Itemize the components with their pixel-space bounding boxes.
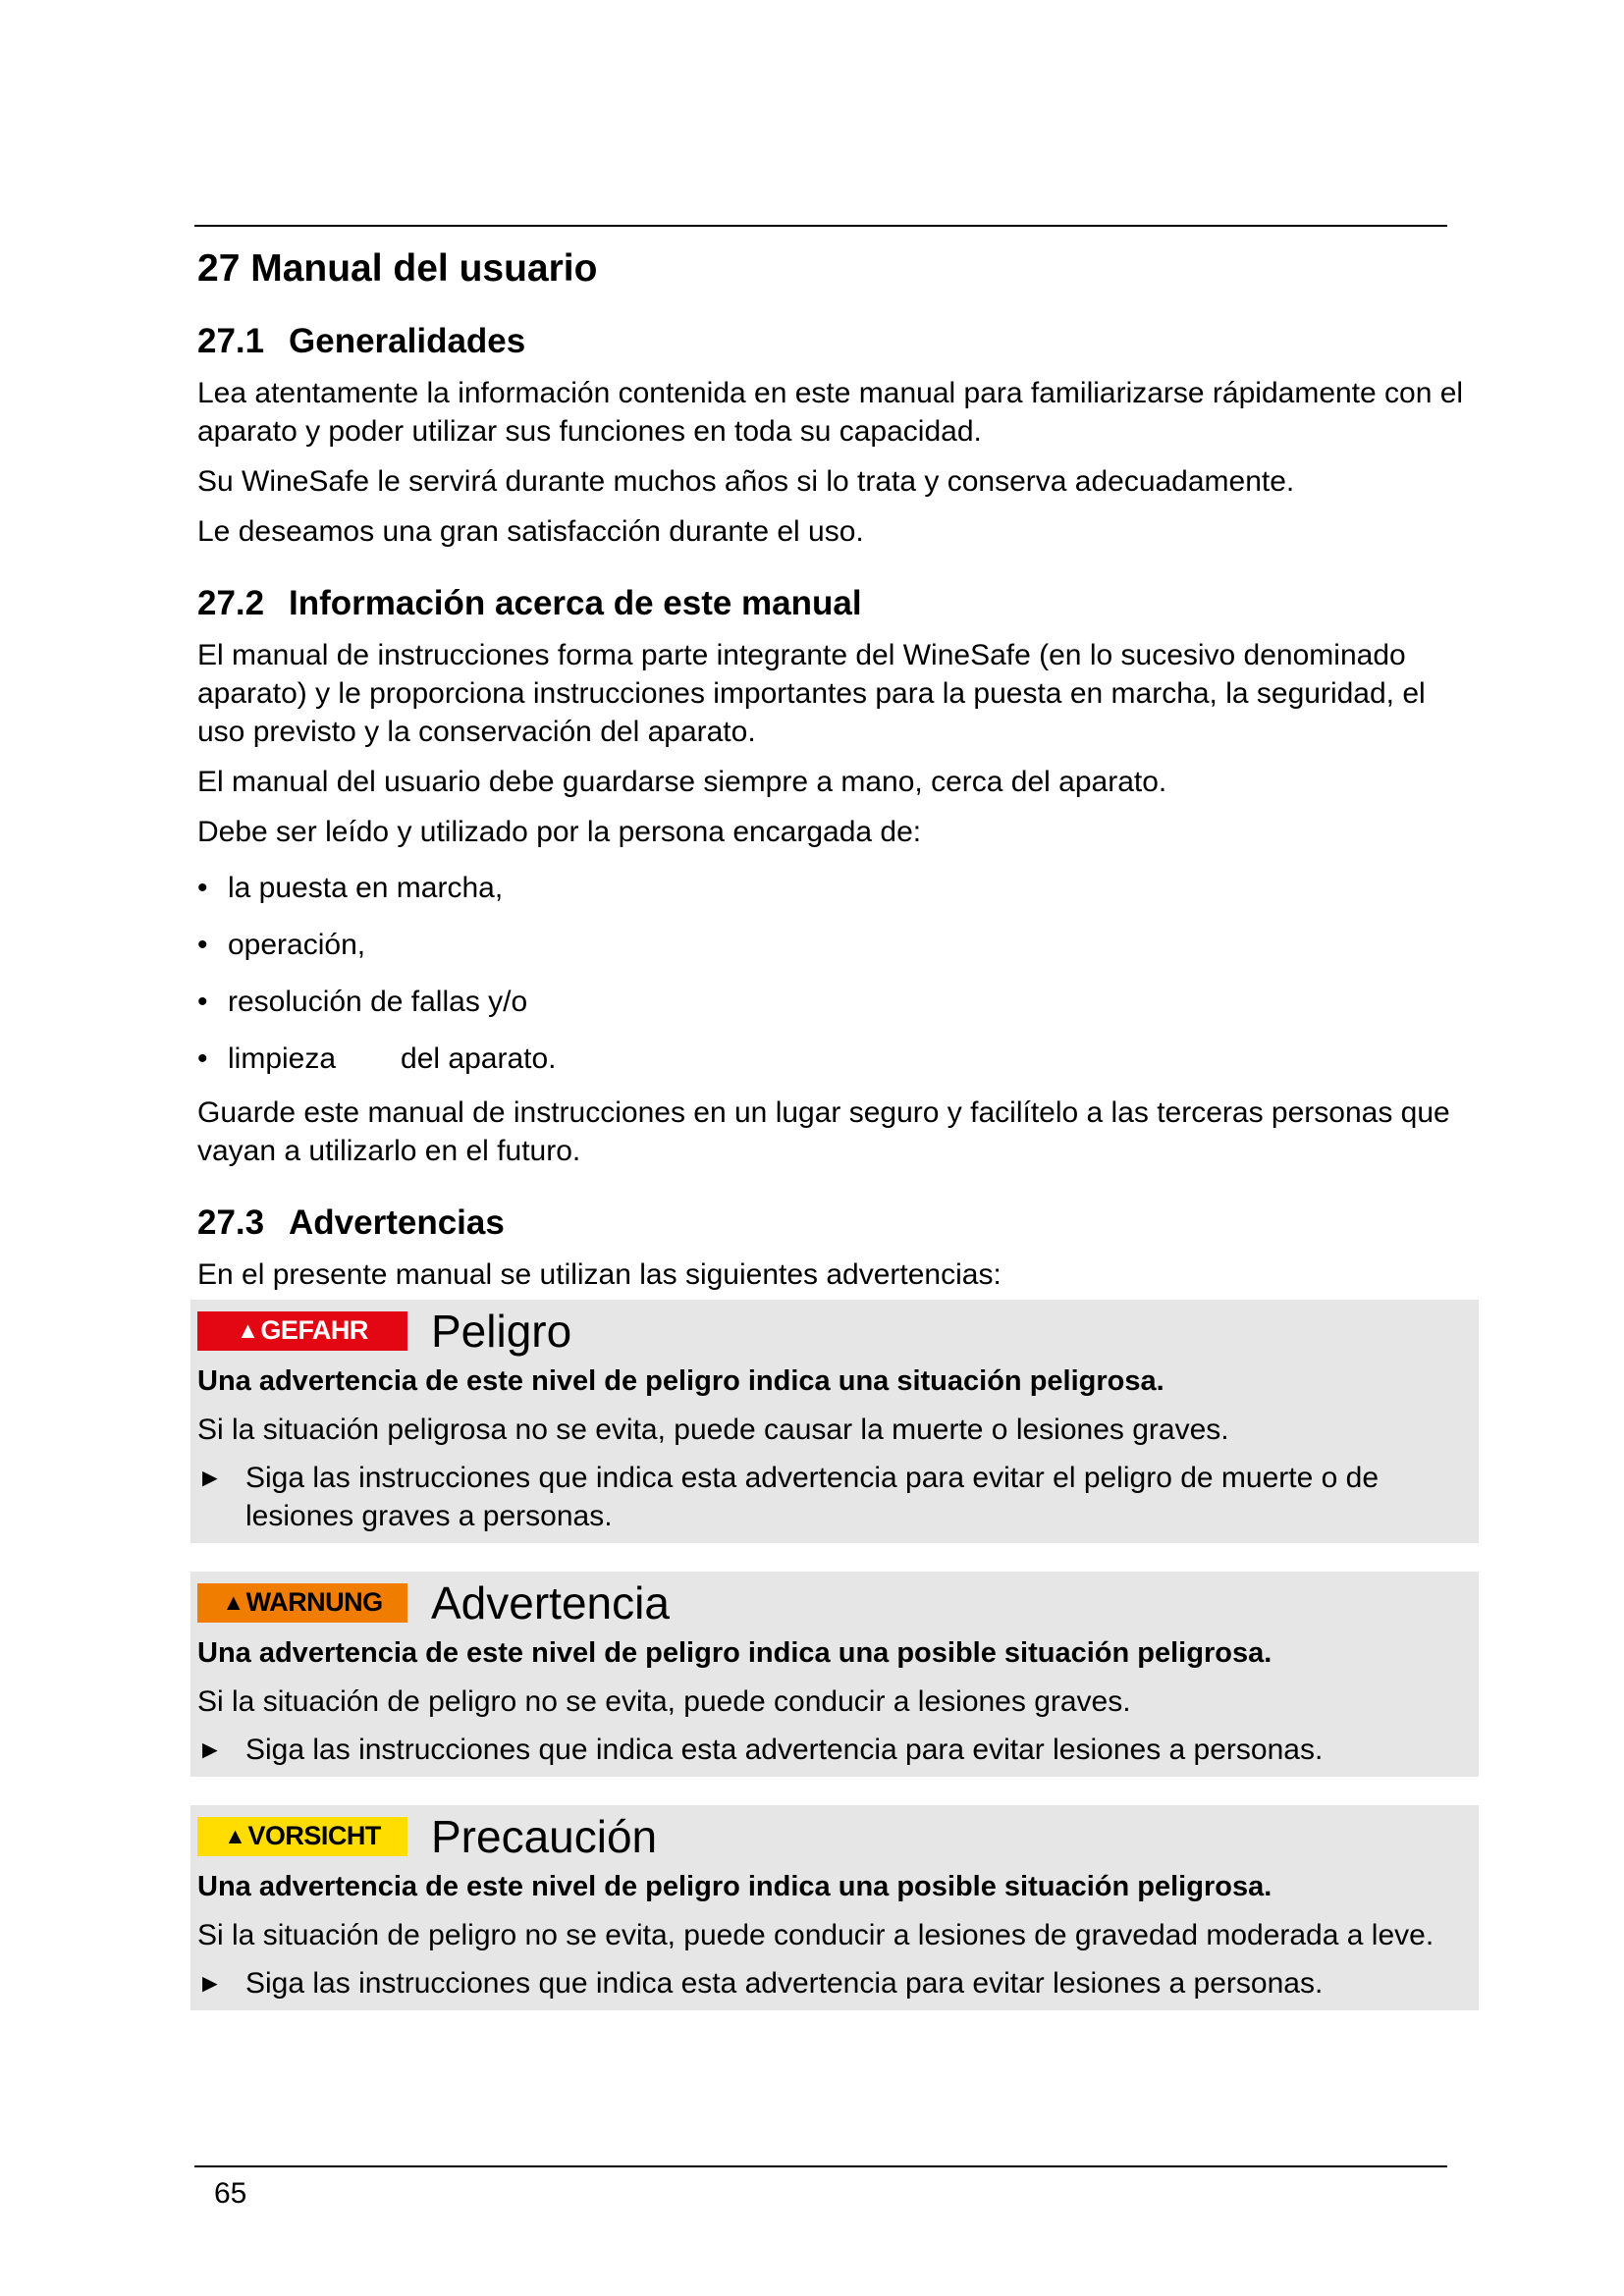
instruction-text: Siga las instrucciones que indica esta advertencia para evitar lesiones a personas. [245, 1966, 1324, 2000]
warning-title: Advertencia [431, 1576, 670, 1629]
warning-description: Si la situación de peligro no se evita, puede conducir a lesiones de gravedad moderada a leve. [197, 1918, 1435, 1951]
arrow-right-icon: ► [197, 1967, 223, 1998]
warning-header [197, 1572, 1469, 1634]
warnung-badge [197, 1583, 407, 1623]
chapter-title: 27 Manual del usuario [197, 247, 598, 290]
list-item [197, 1040, 1474, 1078]
section-generalidades [197, 321, 1474, 551]
section-advertencias [197, 1202, 1474, 2010]
warning-title: Peligro [431, 1305, 572, 1357]
section-heading [197, 1202, 1474, 1244]
paragraph: El manual del usuario debe guardarse siempre a mano, cerca del aparato. [197, 765, 1167, 798]
warning-description: Si la situación peligrosa no se evita, puede causar la muerte o lesiones graves. [197, 1413, 1229, 1446]
section-title: Información acerca de este manual [289, 583, 862, 622]
paragraph: El manual de instrucciones forma parte integrante del WineSafe (en lo sucesivo denominado aparato) y le proporciona instrucciones importantes para la puesta en marcha, la seguridad, el uso previsto y la conservación del aparato. [197, 638, 1426, 748]
warning-lead: Una advertencia de este nivel de peligro indica una situación peligrosa. [197, 1364, 1164, 1397]
warning-box-warning [190, 1572, 1479, 1777]
section-heading [197, 321, 1474, 362]
warning-triangle-icon: ▲ [237, 1317, 259, 1344]
footer-rule [194, 2165, 1447, 2167]
warning-lead: Una advertencia de este nivel de peligro indica una posible situación peligrosa. [197, 1870, 1272, 1902]
responsibility-list [197, 869, 1474, 1078]
paragraph: Lea atentamente la información contenida en este manual para familiarizarse rápidamente con el aparato y poder utilizar sus funciones en toda su capacidad. [197, 376, 1464, 448]
gefahr-badge [197, 1311, 407, 1351]
section-number: 27.1 [197, 321, 265, 360]
warning-instruction [197, 1459, 1469, 1535]
warning-header [197, 1805, 1469, 1868]
warning-triangle-icon: ▲ [224, 1823, 246, 1849]
section-informacion-manual [197, 583, 1474, 1170]
warning-lead: Una advertencia de este nivel de peligro indica una posible situación peligrosa. [197, 1636, 1272, 1669]
header-rule [194, 225, 1447, 227]
page-number: 65 [214, 2177, 247, 2210]
arrow-right-icon: ► [197, 1734, 223, 1764]
paragraph: Le deseamos una gran satisfacción durante el uso. [197, 514, 864, 548]
section-title: Generalidades [289, 321, 526, 360]
badge-label: VORSICHT [247, 1821, 381, 1851]
warning-instruction [197, 1964, 1469, 2002]
instruction-text: Siga las instrucciones que indica esta advertencia para evitar el peligro de muerte o de lesiones graves a personas. [245, 1461, 1380, 1532]
badge-label: GEFAHR [260, 1315, 368, 1346]
paragraph: Guarde este manual de instrucciones en un lugar seguro y facilítelo a las terceras personas que vayan a utilizarlo en el futuro. [197, 1095, 1450, 1167]
section-number: 27.2 [197, 583, 265, 622]
warning-header [197, 1300, 1469, 1362]
warning-triangle-icon: ▲ [222, 1589, 244, 1616]
paragraph: Su WineSafe le servirá durante muchos años si lo trata y conserva adecuadamente. [197, 464, 1295, 498]
page-content [197, 247, 1474, 2010]
section-heading [197, 583, 1474, 624]
warning-description: Si la situación de peligro no se evita, puede conducir a lesiones graves. [197, 1684, 1131, 1718]
list-item-word: limpieza [228, 1041, 337, 1075]
warning-title: Precaución [431, 1810, 658, 1862]
paragraph: En el presente manual se utilizan las siguientes advertencias: [197, 1257, 1001, 1291]
section-title: Advertencias [289, 1202, 505, 1242]
paragraph: Debe ser leído y utilizado por la persona encargada de: [197, 815, 922, 848]
list-item: • resolución de fallas y/o [197, 983, 1474, 1021]
badge-label: WARNUNG [245, 1587, 383, 1618]
instruction-text: Siga las instrucciones que indica esta advertencia para evitar lesiones a personas. [245, 1733, 1324, 1766]
list-item: • operación, [197, 926, 1474, 964]
section-number: 27.3 [197, 1202, 265, 1242]
warning-box-danger [190, 1300, 1479, 1543]
warning-instruction [197, 1731, 1469, 1769]
vorsicht-badge [197, 1817, 407, 1856]
list-item-rest: del aparato. [401, 1041, 557, 1075]
arrow-right-icon: ► [197, 1462, 223, 1492]
list-item: • la puesta en marcha, [197, 869, 1474, 907]
warning-box-caution [190, 1805, 1479, 2010]
